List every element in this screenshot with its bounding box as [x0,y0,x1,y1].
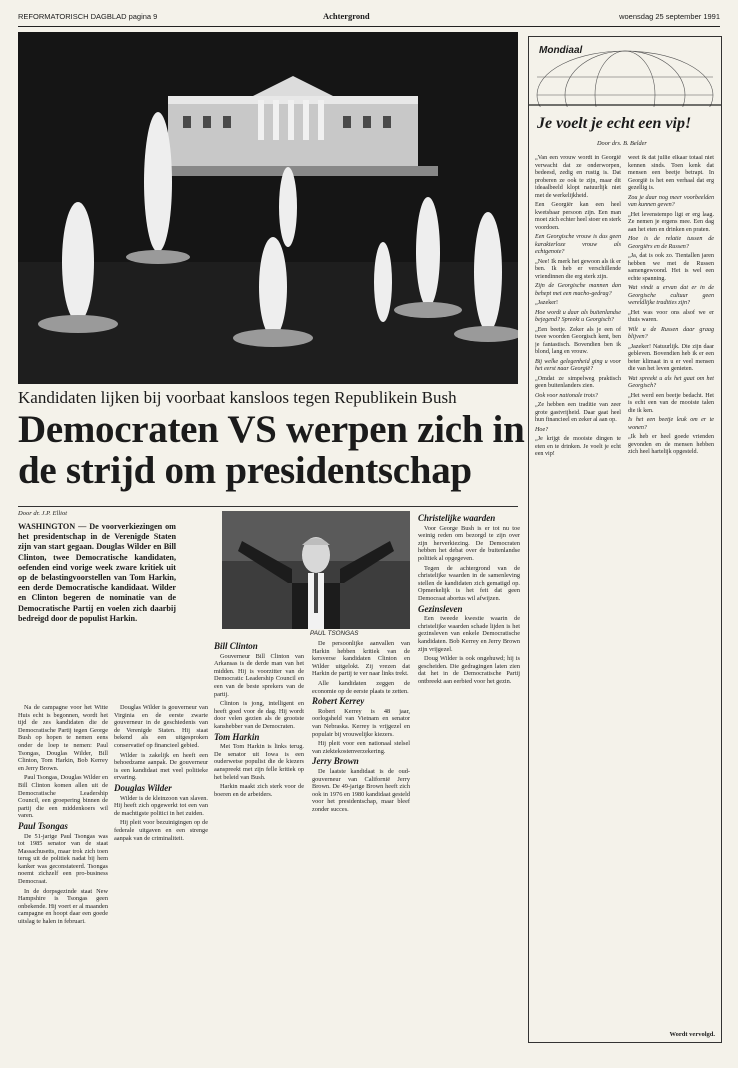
paragraph: In de dorpsgezinde staat New Hampshire is Tsongas geen onbekende. Hij voert er al maanden campagne en hoopt daar een goede uitslag te halen in februari. [18,887,108,926]
paragraph: Tegen de achtergrond van de christelijke waarden in de samenleving stellen de kandidaten zich gematigd op. Opmerkelijk is het feit dat geen Democraat abortus wil afwijzen. [418,564,520,602]
interview-paragraph: „Jazeker! Natuurlijk. Die zijn daar gebleven. Bovendien heb ik er een beter klimaat in u er veel mensen die van het leven genieten. [628,343,714,372]
subheading: Gezinsleven [418,603,463,614]
interview-paragraph: Zou je daar nog meer voorbeelden van kunnen geven? [628,194,714,208]
sidebar-title: Je voelt je echt een vip! [537,115,692,132]
page-header [18,12,720,27]
interview-paragraph: Hoe is de relatie tussen de Georgiërs en de Russen? [628,236,714,250]
headline-divider [18,506,518,507]
interview-paragraph: „Nee! Ik merk het gewoon als ik er ben. Ik heb er verschillende vriendinnen die erg sterk zijn. [535,258,621,280]
section-title: Achtergrond [323,11,370,21]
mondiaal-sidebar [528,36,722,1043]
interview-paragraph: Een Georgiër kan een heel kwetsbaar persoon zijn. Een man moet zich echter heel stoer en sterk voordoen. [535,202,621,231]
interview-paragraph: Een Georgische vrouw is dus geen karakterloze vrouw als echtgenote? [535,234,621,255]
interview-paragraph: Ook voor nationale trots? [535,392,598,399]
article-intro: WASHINGTON — De voorverkiezingen om het presidentschap in de Verenigde Staten zijn van start gegaan. Douglas Wilder en Bill Clinton, twee Democratische kandidaten, oefenden eind vorige week zware kritiek uit op de belastingvoorstellen van Tom Harkin, een derde Democratische kandidaat. Wilder en Clinton begeren de nominatie van de Democratische Partij en voelen zich daarbij bedreigd door de populist Harkin. [18,522,176,623]
paragraph: Met Tom Harkin is links terug. De senator uit Iowa is een ouderwetse populist die de kiezers aanspreekt met zijn felle kritiek op het beleid van Bush. [214,743,304,781]
paragraph: Wilder is zakelijk en heeft een behoedzame aanpak. De gouverneur is een kandidaat met veel politieke ervaring. [114,751,208,782]
paragraph: Doug Wilder is ook ongehuwd; hij is gescheiden. Die gedragingen laten zien dat het in de Democratische Partij ontbreekt aan eerbied voor het gezin. [418,655,520,685]
article-column-1 [18,704,108,1054]
interview-paragraph: Hoe wordt u daar als buitenlandse bejegend? Spreekt u Georgisch? [535,309,621,323]
interview-paragraph: Is het een beetje leuk om er te wonen? [628,417,714,431]
interview-paragraph: Wat spreekt u als het gaat om het Georgisch? [628,375,714,389]
interview-paragraph: „Het was voor ons alsof we er thuis waren. [628,309,714,323]
section-label: Mondiaal [539,45,583,56]
white-house-night-image [18,32,518,384]
subheading: Robert Kerrey [312,696,365,707]
paragraph: Alle kandidaten zeggen de economie op de eerste plaats te zetten. [312,679,410,695]
subheading: Tom Harkin [214,731,260,742]
interview-paragraph: „Jazeker! [535,300,559,306]
subheading: Jerry Brown [312,756,359,767]
paragraph: Na de campagne voor het Witte Huis echt is begonnen, wordt het tijd de zes kandidaten die de Democratische Partij tegen George Bush op hopen te nemen eens onder de loep te nemen: Paul Tsongas, Douglas Wilder, Bill Clinton, Tom Harkin, Bob Kerrey en Jerry Brown. [18,704,108,772]
interview-paragraph: „Van een vrouw wordt in Georgië verwacht dat ze onderworpen, bedeesd, zedig en rustig is. Dat proberen ze ook te zijn, maar dit ideaalbeeld klopt natuurlijk niet met de werkelijkheid. [535,155,621,199]
newspaper-name: REFORMATORISCH DAGBLAD pagina 9 [18,12,158,21]
photo-caption: PAUL TSONGAS [310,630,359,637]
article-headline [18,409,528,491]
subheading: Paul Tsongas [18,820,68,831]
continuation-note: Wordt vervolgd. [669,1031,715,1038]
paragraph: De persoonlijke aanvallen van Harkin hebben kritiek van de kersverse kandidaten Clinton en Wilder uitgelokt. Zij vrezen dat Harkin de partij te ver naar links trekt. [312,640,410,678]
white-house-photo [18,32,518,384]
article-column-5 [418,512,520,1054]
paragraph: Clinton is jong, intelligent en heeft goed voor de dag. Hij wordt door velen gezien als de grootste kanshebber van de Democraten. [214,700,304,730]
paragraph: De laatste kandidaat is de oud-gouverneur van Californië Jerry Brown. De 49-jarige Brown heeft zich ook in 1976 en 1980 kandidaat gesteld voor het presidentschap, maar bleef zonder succes. [312,767,410,813]
paragraph: Douglas Wilder is gouverneur van Virginia en de eerste zwarte gouverneur in de geschiedenis van de Verenigde Staten. Hij staat bekend als een uitgesproken conservatief op financieel gebied. [114,704,208,749]
interview-paragraph: „Je krijgt de mooiste dingen te eten en te drinken. Je voelt je echt een vip! [535,436,621,457]
interview-paragraph: „Omdat ze simpelweg praktisch geen buitenlanders zien. [535,375,621,389]
sidebar-author: Door drs. B. Belder [597,140,647,147]
interview-paragraph: Bij welke gelegenheid ging u voor het eerst naar Georgië? [535,358,621,372]
paragraph: Paul Tsongas, Douglas Wilder en Bill Clinton komen allen uit de Democratische Leadership Council, een groepering binnen de partij die een middenkoers wil varen. [18,774,108,820]
sidebar-column-left [535,155,621,1025]
headline-line-2: de strijd om presidentschap [18,449,472,492]
paragraph: Gouverneur Bill Clinton van Arkansas is de derde man van het midden. Hij is voorzitter van de Democratic Leadership Council en een van de beste sprekers van de partij. [214,652,304,698]
paragraph: Harkin maakt zich sterk voor de boeren en de arbeiders. [214,783,304,798]
paragraph: Een tweede kwestie waarin de christelijke waarden schade lijden is het gezinsleven van enkele Democratische kandidaten. Bob Kerrey en Jerry Brown zijn vrijgezel. [418,615,520,653]
issue-date: woensdag 25 september 1991 [619,12,720,21]
byline: Door dr. J.P. Elliot [18,510,67,517]
interview-paragraph: „Ja, dat is ook zo. Tientallen jaren hebben we met de Russen samengewoond. Het is wel een echte spanning. [628,253,714,282]
paragraph: De 51-jarige Paul Tsongas was tot 1985 senator van de staat Massachusetts, maar trok zich toen terug uit de politiek nadat bij hem kanker was geconstateerd. Tsongas noemt zichzelf een pro-business Democraat. [18,832,108,886]
interview-paragraph: „Het werd een beetje bedacht. Het is echt een van de mooiste talen die ik ken. [628,392,714,414]
interview-paragraph: Wat vindt u ervan dat er in de Georgische cultuur geen wereldlijke tradities zijn? [628,285,714,306]
article-column-4 [312,640,410,1054]
headline-line-1: Democraten VS werpen zich in [18,408,525,451]
paragraph: Voor George Bush is er tot nu toe weinig reden om bezorgd te zijn over zijn herverkiezing. De Democraten hebben het debat over de buitenlandse politiek al opgegeven. [418,524,520,562]
paragraph: Hij pleit voor een nationaal stelsel van ziektekostenverzekering. [312,740,410,755]
subheading: Douglas Wilder [114,782,172,793]
article-column-3 [214,640,304,1054]
interview-paragraph: „Het levenstempo ligt er erg laag. Ze nemen je ergens mee. Een dag aan het eten en drinken en praten. [628,211,714,233]
tsongas-portrait-image [222,511,410,629]
tsongas-photo [222,511,410,629]
paragraph: Robert Kerrey is 48 jaar, oorlogsheld van Vietnam en senator van Nebraska. Kerrey is vrijgezel en populair bij vrouwelijke kiezers. [312,707,410,738]
subheading: Bill Clinton [214,641,258,651]
article-column-2 [114,704,208,1054]
interview-paragraph: „Een beetje. Zeker als je een of twee woorden Georgisch kent, ben je fantastisch. Bovendien ben ik blond, lang en vrouw. [535,326,621,355]
interview-paragraph: Zijn de Georgische mannen dan behept met een macho-gedrag? [535,283,621,297]
sidebar-column-right [628,155,714,1025]
interview-paragraph: „Ze hebben een traditie van zeer grote gastvrijheid. Daar gaat heel hun financieel en zeker al aan op. [535,402,621,423]
article-kicker: Kandidaten lijken bij voorbaat kansloos tegen Republikein Bush [18,388,457,407]
article-column-2-top [184,522,218,702]
subheading: Christelijke waarden [418,513,496,523]
paragraph: Wilder is de kleinzoon van slaven. Hij heeft zich opgewerkt tot een van de machtigste politici in het zuiden. [114,794,208,817]
paragraph: Hij pleit voor bezuinigingen op de federale uitgaven en een strenge aanpak van de criminaliteit. [114,819,208,842]
interview-paragraph: weet ik dat jullie elkaar totaal niet kennen sinds. Toen kenk dat mensen een beetje betrapt. In Georgië is het een verhaal dat erg gezellig is. [628,155,714,191]
interview-paragraph: Wilt u de Russen daar graag blijven? [628,326,714,340]
interview-paragraph: Hoe? [535,426,549,433]
interview-paragraph: „Ik heb er heel goede vrienden gevonden en de mensen hebben zich heel hartelijk opgesteld. [628,434,714,455]
